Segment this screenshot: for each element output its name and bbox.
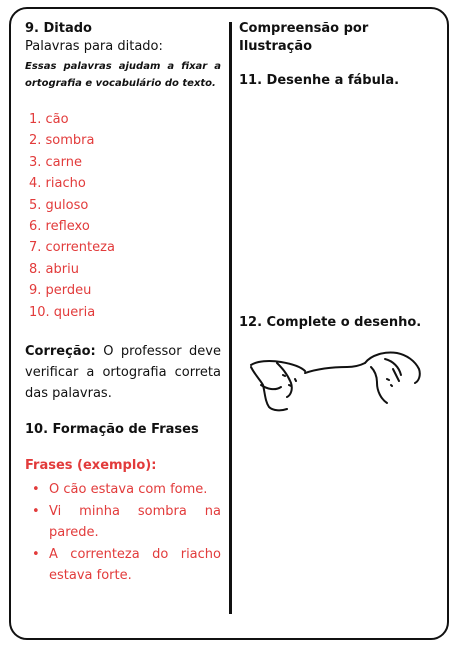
dictation-word-list — [29, 109, 221, 323]
example-sentence-list — [25, 479, 221, 586]
section-10-title: 10. Formação de Frases — [25, 422, 199, 438]
example-sentence-text: A correnteza do riacho estava forte. — [49, 547, 221, 584]
example-sentence — [25, 479, 221, 500]
correction-paragraph — [25, 341, 221, 404]
dictation-word: 3. carne — [29, 154, 83, 170]
dictation-word: 8. abriu — [29, 261, 79, 277]
bullet-icon: • — [32, 504, 40, 520]
column-divider — [229, 22, 232, 614]
example-sentence-text: Vi minha sombra na parede. — [49, 504, 221, 541]
dictation-word: 5. guloso — [29, 197, 89, 213]
example-sentence — [25, 544, 221, 586]
dictation-word: 9. perdeu — [29, 283, 92, 299]
correction-label: Correção: — [25, 344, 96, 360]
dictation-word: 6. reflexo — [29, 219, 90, 235]
dictation-subtitle: Palavras para ditado: — [25, 39, 163, 54]
section-9-title: 9. Ditado — [25, 21, 92, 36]
correction-text: O professor deve verificar a ortografia correta das palavras. — [25, 344, 221, 402]
dictation-word: 4. riacho — [29, 176, 86, 192]
left-column — [25, 20, 221, 587]
dictation-word: 7. correnteza — [29, 240, 115, 256]
dictation-word: 1. cão — [29, 112, 69, 127]
section-12-title: 12. Complete o desenho. — [239, 315, 422, 330]
bullet-icon: • — [32, 547, 40, 563]
section-11-title: 11. Desenhe a fábula. — [239, 73, 400, 88]
dictation-word: 10. queria — [29, 304, 96, 320]
dictation-note: Essas palavras ajudam a fixar a ortografia e vocabulário do texto. — [25, 61, 221, 89]
right-column — [239, 20, 444, 330]
dictation-word: 2. sombra — [29, 133, 95, 149]
bullet-icon: • — [32, 482, 40, 498]
example-sentences-title: Frases (exemplo): — [25, 458, 157, 474]
example-sentence — [25, 501, 221, 543]
right-column-title: Compreensão por Ilustração — [239, 21, 369, 54]
partial-dog-sketch-icon — [247, 345, 427, 417]
example-sentence-text: O cão estava com fome. — [49, 482, 208, 498]
